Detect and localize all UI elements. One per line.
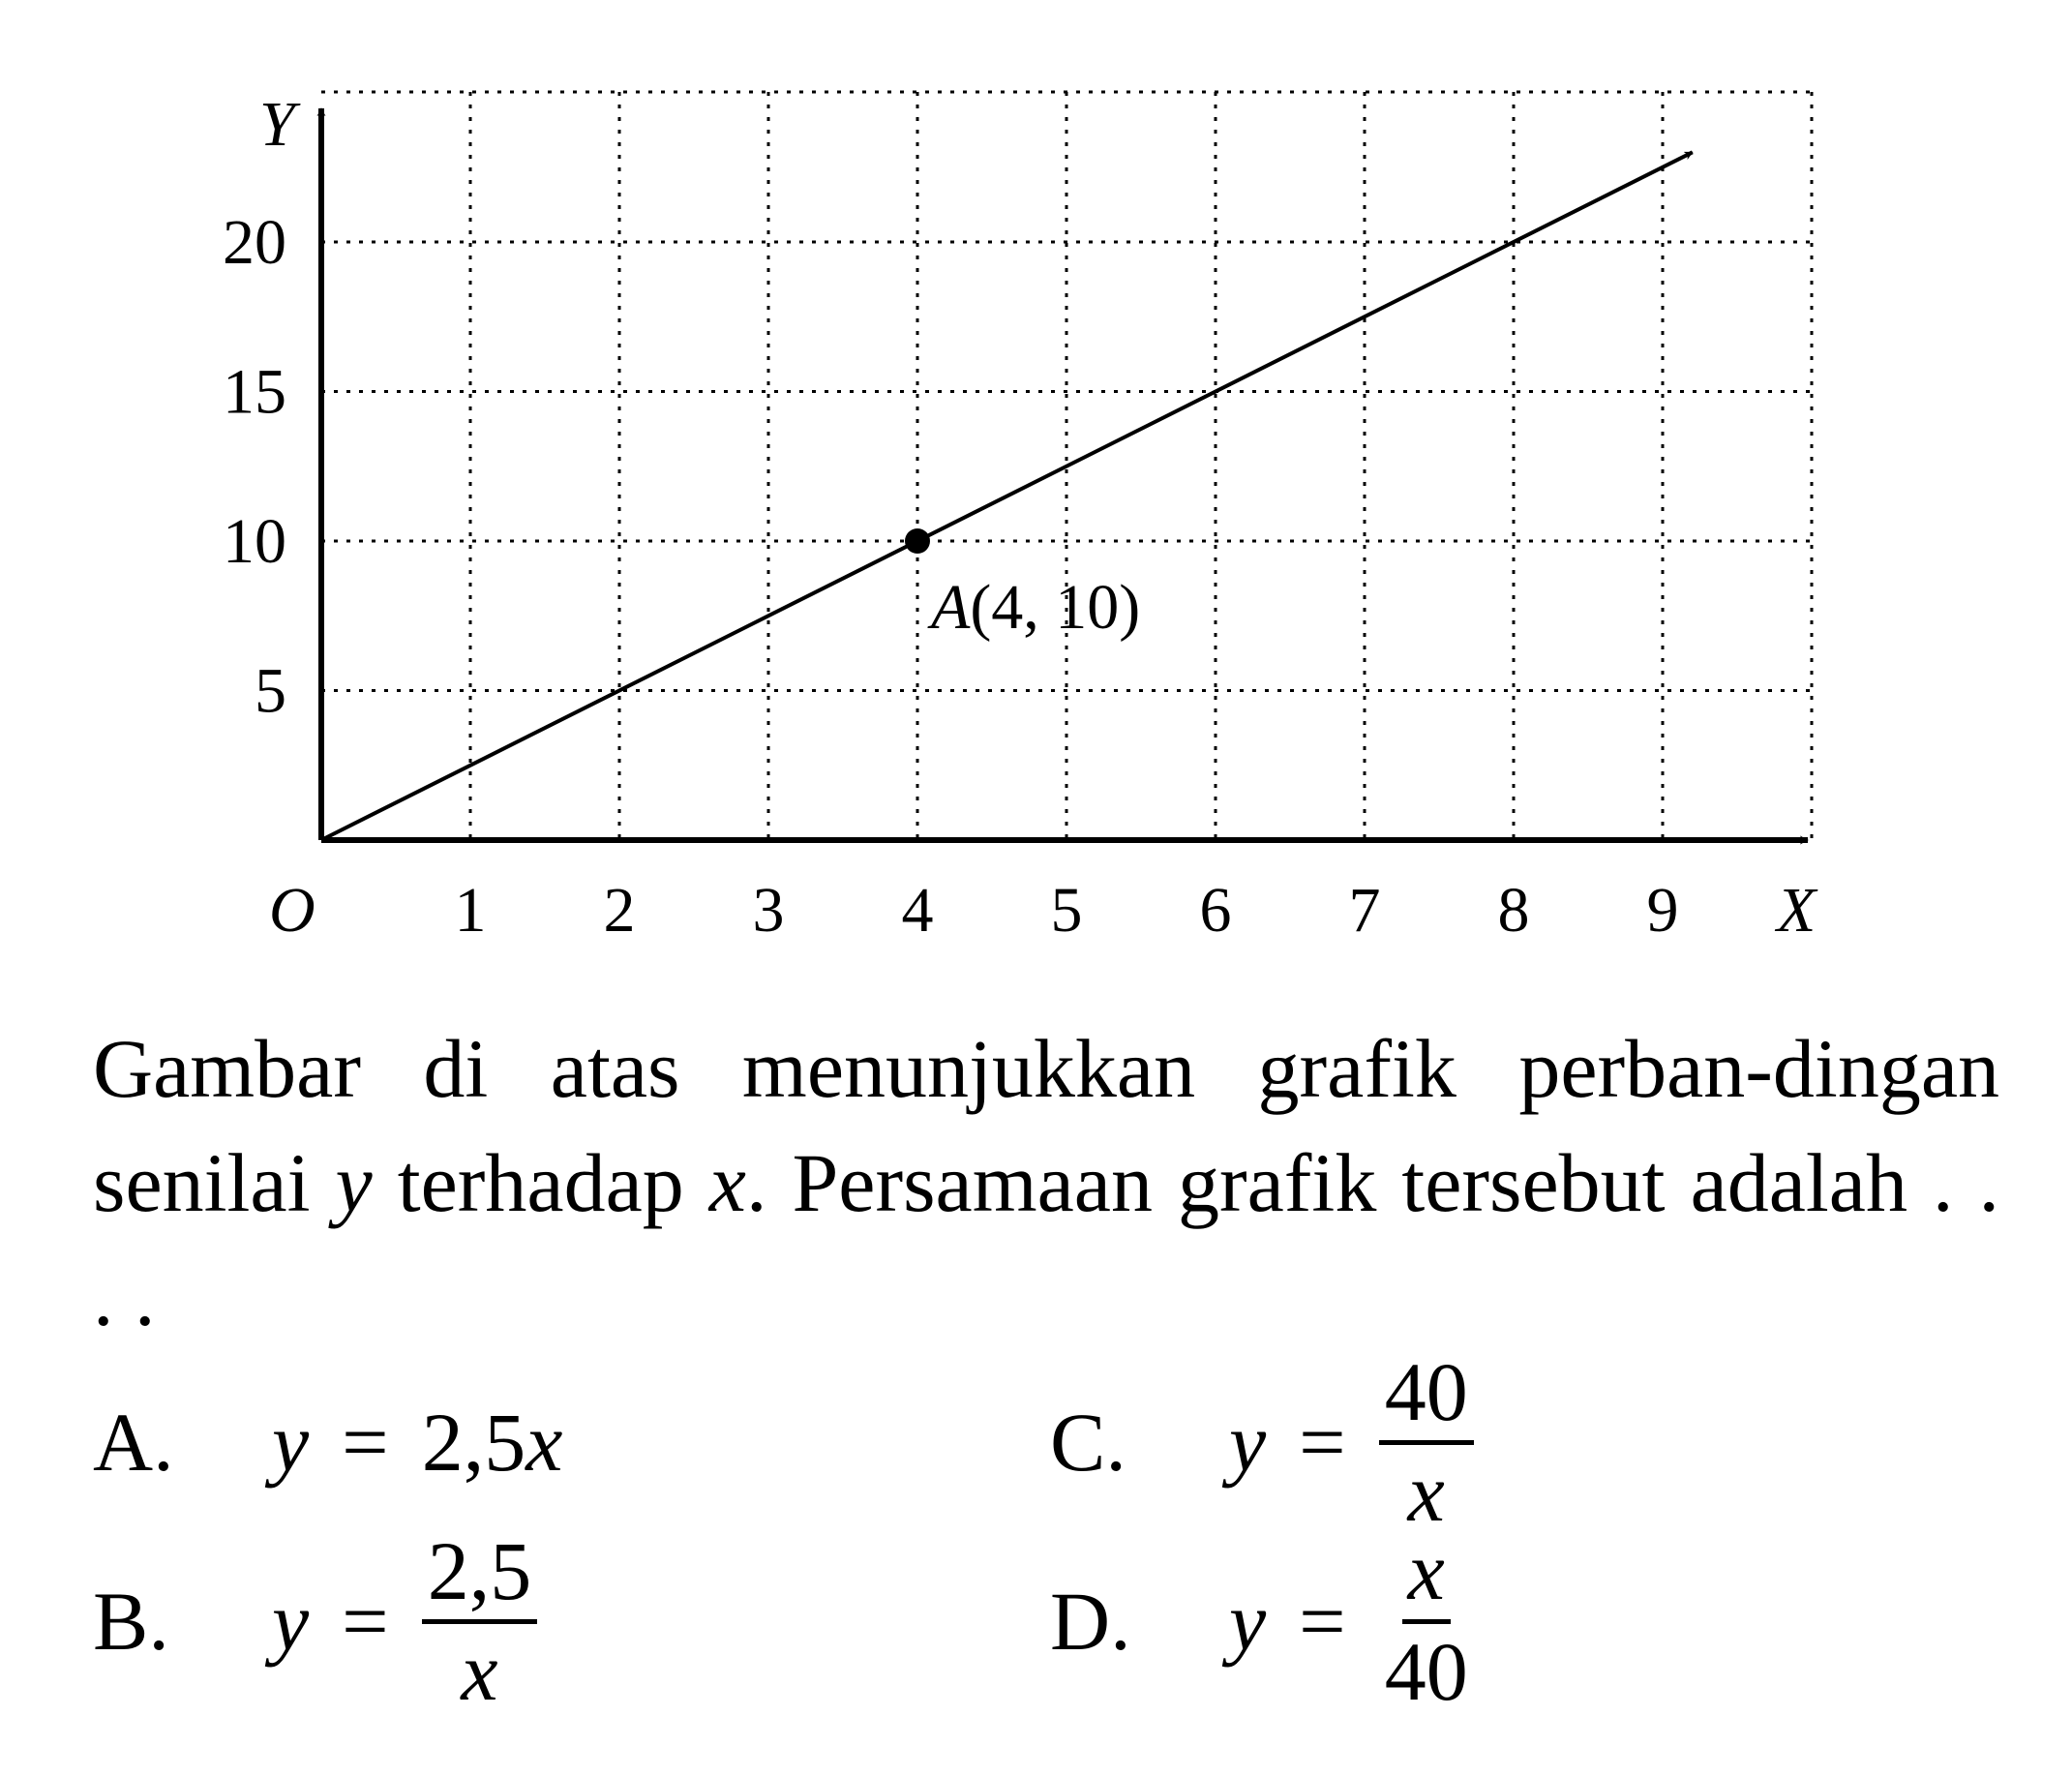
- option-a-var: x: [526, 1396, 563, 1489]
- y-tick-label-20: 20: [223, 207, 286, 278]
- option-c-denominator: x: [1407, 1445, 1445, 1539]
- option-c[interactable]: [1050, 1345, 1474, 1539]
- question-text: [93, 1011, 1999, 1354]
- option-a-coef: 2,5: [421, 1396, 526, 1489]
- option-a-letter: A.: [93, 1396, 174, 1489]
- x-tick-label-8: 8: [1497, 875, 1530, 946]
- x-tick-label-1: 1: [454, 875, 487, 946]
- option-c-fraction: [1379, 1345, 1474, 1539]
- option-a-eq: =: [342, 1396, 389, 1489]
- option-d-eq: =: [1299, 1575, 1346, 1668]
- option-b-eq: =: [342, 1575, 389, 1668]
- x-tick-label-5: 5: [1050, 875, 1083, 946]
- question-var-x: x: [708, 1136, 746, 1229]
- point-label-coords: (4, 10): [970, 572, 1141, 643]
- option-b-lhs: y: [272, 1575, 310, 1668]
- option-c-numerator: 40: [1379, 1348, 1474, 1444]
- option-b[interactable]: [93, 1524, 537, 1718]
- option-a[interactable]: [93, 1370, 562, 1515]
- option-b-letter: B.: [93, 1575, 169, 1668]
- series-line-1: [321, 152, 1693, 840]
- question-part-3: . Persamaan grafik tersebut adalah . . . .: [93, 1136, 2000, 1343]
- data-points: [905, 528, 1140, 643]
- option-c-letter: C.: [1050, 1396, 1126, 1489]
- option-d-fraction: [1379, 1524, 1474, 1718]
- x-tick-label-4: 4: [901, 875, 934, 946]
- option-d-letter: D.: [1050, 1575, 1131, 1668]
- x-tick-label-6: 6: [1199, 875, 1232, 946]
- question-part-2: terhadap: [372, 1136, 709, 1229]
- x-tick-label-7: 7: [1348, 875, 1381, 946]
- origin-label: O: [269, 875, 315, 946]
- question-var-y: y: [335, 1136, 373, 1229]
- y-tick-label-10: 10: [223, 506, 286, 577]
- point-label-1: [927, 572, 1140, 643]
- point-label-letter: A: [931, 572, 971, 643]
- option-c-eq: =: [1299, 1396, 1346, 1489]
- option-d-denominator: 40: [1384, 1624, 1468, 1718]
- option-d-numerator: x: [1402, 1527, 1451, 1623]
- x-tick-label-3: 3: [752, 875, 785, 946]
- option-b-fraction: [422, 1524, 538, 1718]
- option-a-lhs: y: [272, 1396, 310, 1489]
- point-marker-1: [905, 528, 930, 554]
- option-d[interactable]: [1050, 1524, 1474, 1718]
- y-axis-label: Y: [259, 89, 295, 160]
- option-a-rhs: [422, 1394, 563, 1490]
- question-part-1: Gambar di atas menunjukkan grafik perban-dingan senilai: [93, 1022, 1999, 1229]
- series-lines: [321, 152, 1693, 840]
- tick-labels: [223, 89, 1818, 946]
- x-tick-label-2: 2: [603, 875, 636, 946]
- option-b-numerator: 2,5: [422, 1527, 538, 1623]
- option-d-lhs: y: [1229, 1575, 1267, 1668]
- option-c-lhs: y: [1229, 1396, 1267, 1489]
- x-axis-label: X: [1777, 875, 1817, 946]
- option-b-denominator: x: [461, 1624, 498, 1718]
- y-tick-label-15: 15: [223, 356, 286, 428]
- x-tick-label-9: 9: [1646, 875, 1679, 946]
- y-tick-label-5: 5: [255, 655, 286, 727]
